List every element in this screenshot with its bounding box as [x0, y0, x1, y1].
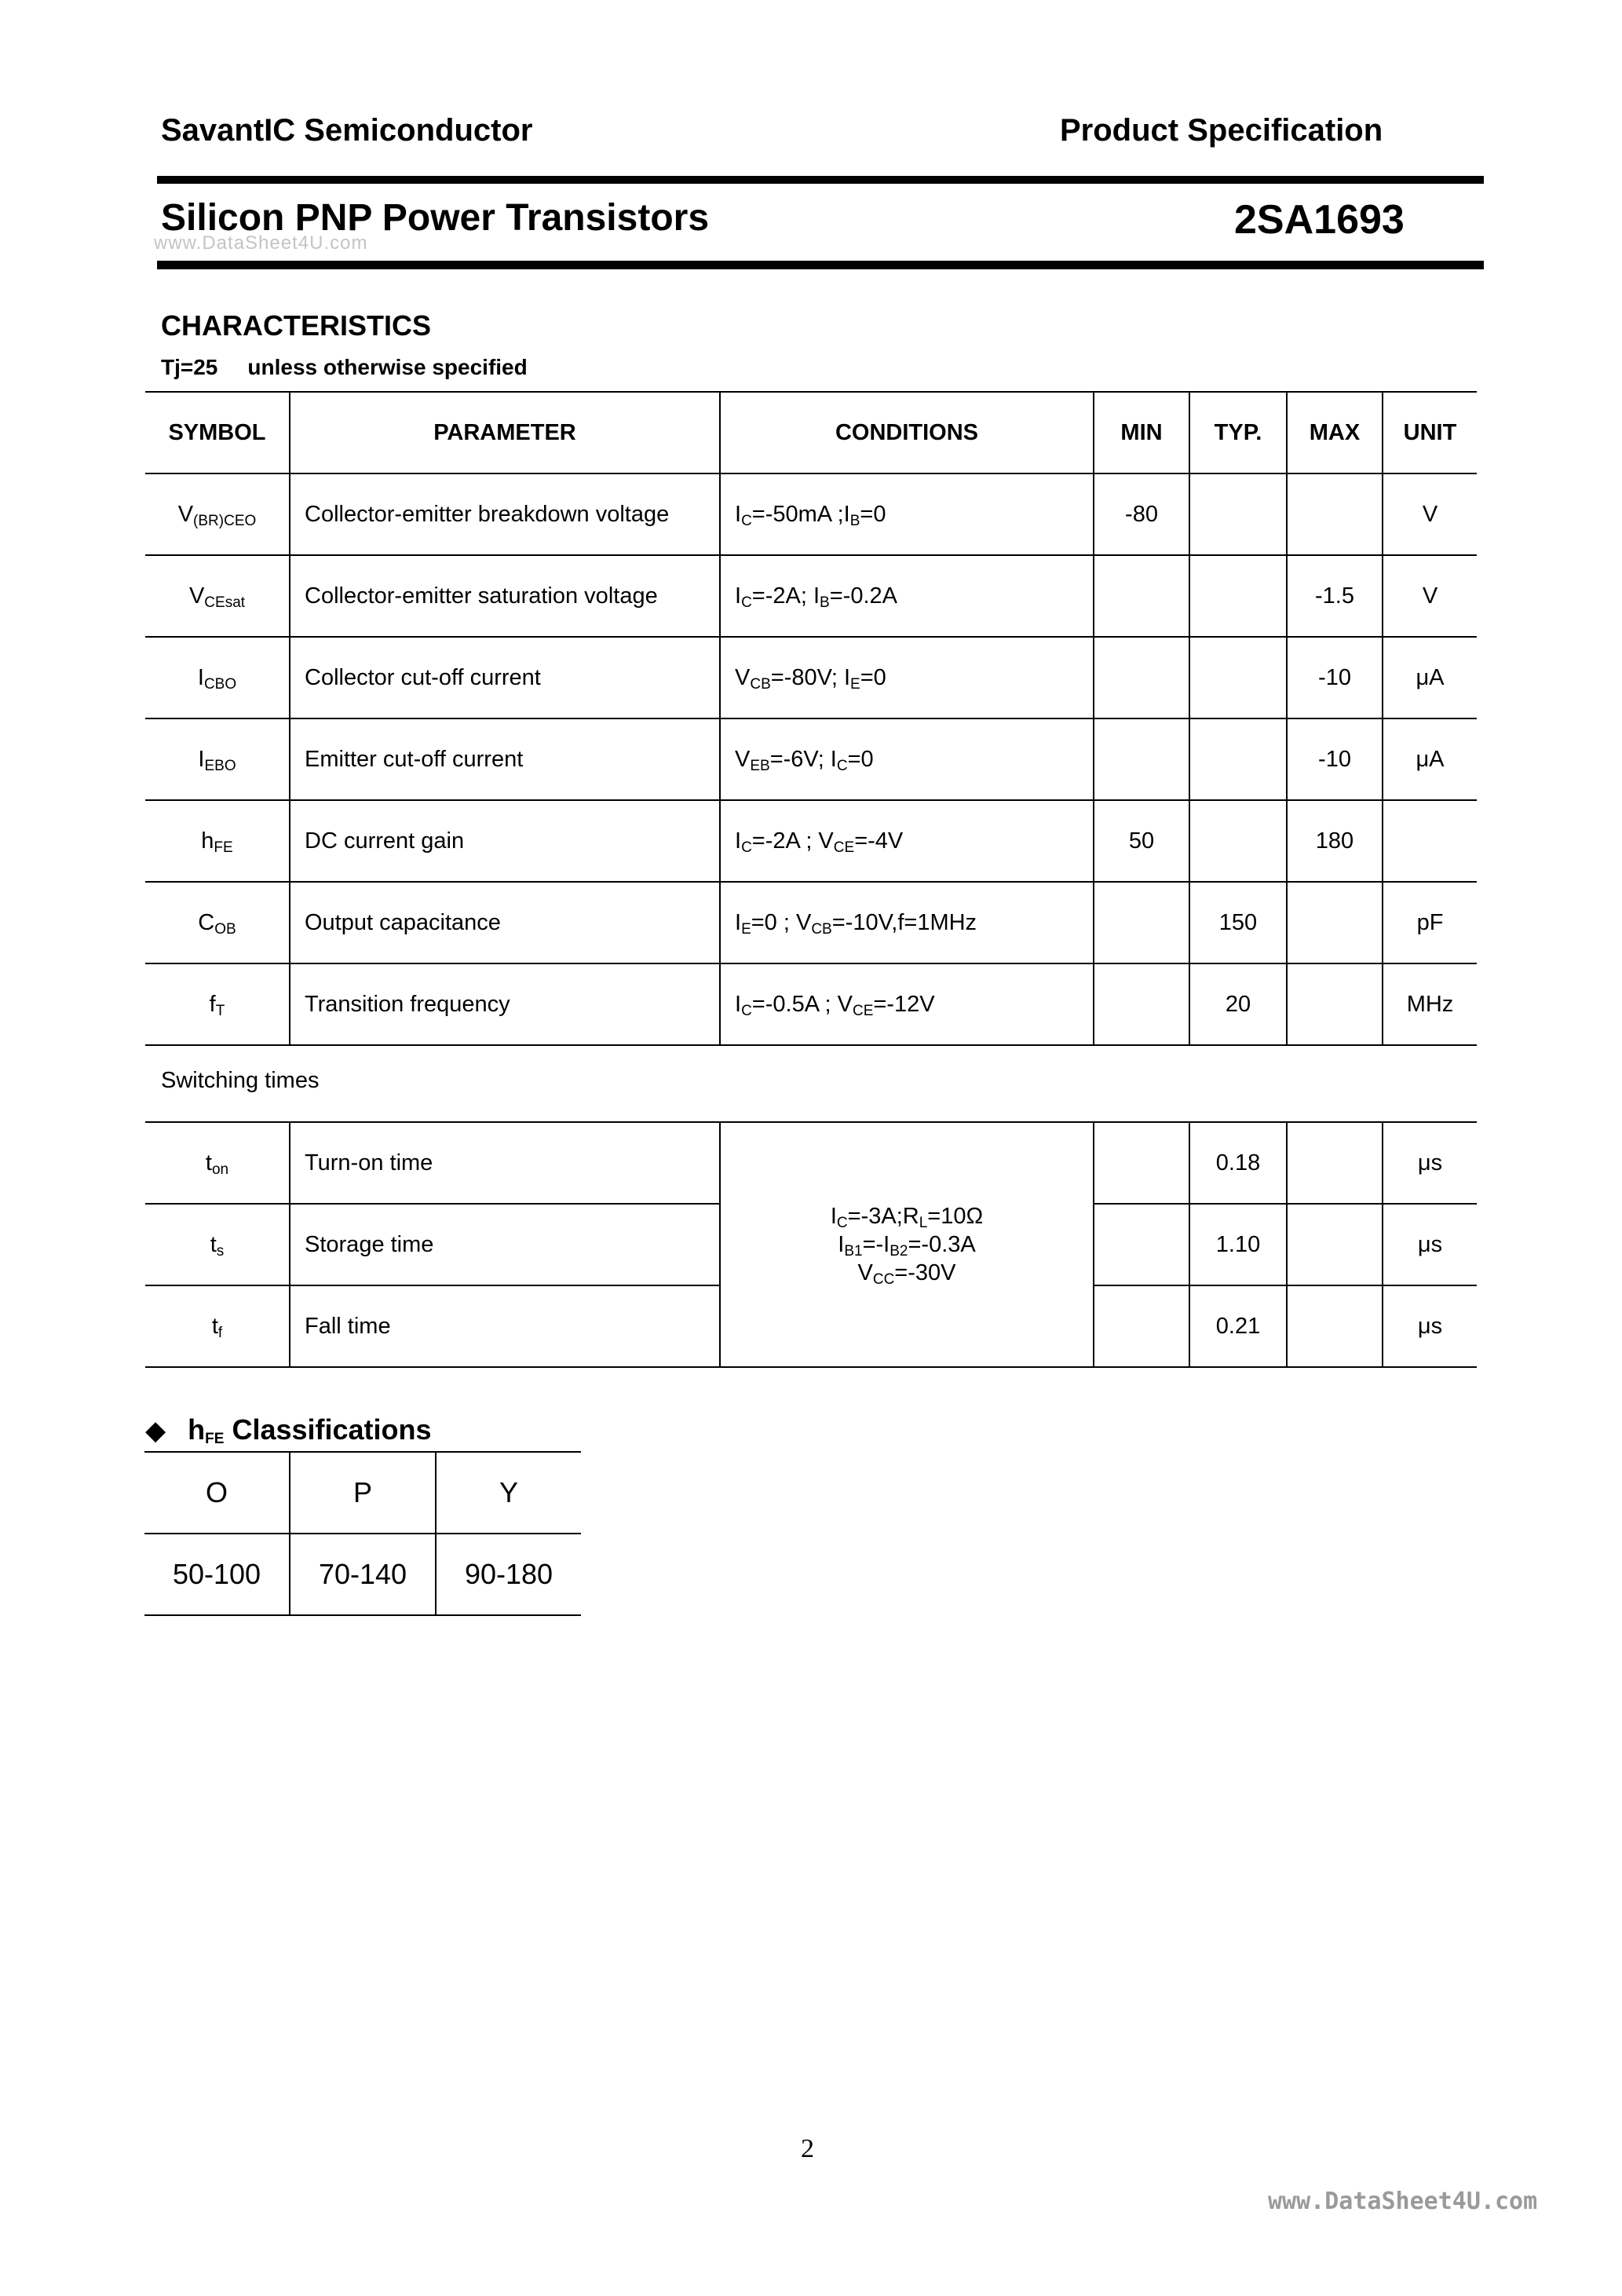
parameter-cell: Turn-on time: [290, 1122, 720, 1204]
conditions-cell: [720, 637, 1094, 718]
header-rule-bottom: [157, 261, 1484, 269]
condition-subscript: CE: [833, 839, 855, 856]
min-cell: [1094, 718, 1189, 800]
symbol-subscript: f: [217, 1324, 223, 1341]
symbol-cell: [145, 1122, 290, 1204]
footer-watermark: www.DataSheet4U.com: [1268, 2188, 1538, 2215]
symbol-subscript: s: [216, 1242, 225, 1260]
table-header-row: [145, 392, 1477, 473]
product-line: Silicon PNP Power Transistors: [161, 197, 710, 239]
condition-text: V: [735, 664, 751, 690]
hfe-range: 50-100: [144, 1534, 290, 1615]
condition-subscript: B: [820, 594, 830, 611]
table-row: [145, 882, 1477, 963]
characteristics-table: [145, 391, 1477, 1046]
max-cell: [1287, 882, 1383, 963]
hfe-grade: Y: [436, 1452, 581, 1534]
hfe-title-main: h: [188, 1413, 206, 1446]
condition-subscript: CB: [811, 920, 832, 938]
min-cell: [1094, 1285, 1189, 1367]
symbol-cell: [145, 718, 290, 800]
condition-text: V: [735, 746, 751, 772]
condition-text: =-2A ; V: [751, 828, 834, 854]
unit-cell: μs: [1383, 1285, 1477, 1367]
condition-subscript: C: [836, 757, 848, 774]
condition-subscript: C: [836, 1215, 848, 1231]
part-number: 2SA1693: [1234, 197, 1405, 243]
conditions-cell: [720, 718, 1094, 800]
unit-cell: [1383, 800, 1477, 882]
hfe-range-row: [144, 1534, 581, 1615]
condition-line: [721, 1259, 1093, 1287]
hfe-grade: P: [290, 1452, 436, 1534]
unit-cell: V: [1383, 555, 1477, 637]
symbol-main: C: [198, 909, 215, 935]
conditions-cell: [720, 473, 1094, 555]
symbol-cell: [145, 882, 290, 963]
company-name: SavantIC Semiconductor: [161, 113, 533, 148]
symbol-main: V: [188, 583, 205, 609]
symbol-cell: [145, 555, 290, 637]
typ-cell: [1189, 718, 1287, 800]
unit-cell: μs: [1383, 1204, 1477, 1285]
condition-subscript: C: [741, 512, 752, 529]
symbol-subscript: CEsat: [204, 594, 246, 611]
symbol-main: V: [177, 501, 194, 527]
condition-subscript: CE: [852, 1002, 874, 1019]
parameter-cell: DC current gain: [290, 800, 720, 882]
parameter-cell: Collector-emitter breakdown voltage: [290, 473, 720, 555]
condition-subscript: L: [919, 1215, 928, 1231]
switching-table: [145, 1121, 1477, 1368]
table-row: [145, 718, 1477, 800]
min-cell: [1094, 637, 1189, 718]
hfe-title-rest: Classifications: [224, 1413, 432, 1446]
parameter-cell: Storage time: [290, 1204, 720, 1285]
symbol-cell: [145, 1204, 290, 1285]
typ-cell: 1.10: [1189, 1204, 1287, 1285]
condition-text: =0: [860, 501, 886, 527]
condition-text: I: [735, 909, 742, 935]
col-header-parameter: PARAMETER: [290, 392, 720, 473]
unit-cell: μs: [1383, 1122, 1477, 1204]
typ-cell: 20: [1189, 963, 1287, 1045]
max-cell: [1287, 1285, 1383, 1367]
switching-times-label: Switching times: [161, 1068, 320, 1093]
condition-text: =-2A; I: [751, 583, 820, 609]
condition-text: =-12V: [873, 991, 935, 1017]
symbol-cell: [145, 473, 290, 555]
condition-subscript: C: [741, 839, 752, 856]
symbol-subscript: T: [215, 1002, 225, 1019]
condition-text: =-4V: [854, 828, 904, 854]
condition-text: =-80V; I: [770, 664, 851, 690]
hfe-range: 70-140: [290, 1534, 436, 1615]
condition-subscript: EB: [750, 757, 770, 774]
max-cell: 180: [1287, 800, 1383, 882]
unit-cell: μA: [1383, 637, 1477, 718]
hfe-title-sub: FE: [205, 1431, 225, 1447]
condition-text: =-3A;R: [847, 1204, 919, 1229]
col-header-symbol: SYMBOL: [145, 392, 290, 473]
condition-subscript: E: [741, 920, 751, 938]
hfe-classification-title: [145, 1413, 432, 1446]
col-header-conditions: CONDITIONS: [720, 392, 1094, 473]
condition-text: =-30V: [894, 1260, 956, 1285]
table-row: [145, 637, 1477, 718]
max-cell: -10: [1287, 718, 1383, 800]
condition-text: =-50mA ;I: [751, 501, 850, 527]
min-cell: -80: [1094, 473, 1189, 555]
condition-subscript: B: [849, 512, 860, 529]
symbol-main: t: [210, 1231, 217, 1257]
table-row: [145, 473, 1477, 555]
condition-subscript: CB: [750, 675, 771, 693]
page-number: 2: [801, 2134, 814, 2163]
table-row: [145, 1122, 1477, 1204]
symbol-main: t: [205, 1150, 212, 1175]
parameter-cell: Fall time: [290, 1285, 720, 1367]
condition-subscript: CC: [872, 1271, 895, 1288]
symbol-subscript: (BR)CEO: [193, 512, 257, 529]
min-cell: [1094, 963, 1189, 1045]
condition-subscript: C: [741, 1002, 752, 1019]
condition-text: =-0.2A: [829, 583, 897, 609]
parameter-cell: Collector cut-off current: [290, 637, 720, 718]
section-title: CHARACTERISTICS: [161, 309, 432, 342]
symbol-main: I: [197, 664, 204, 690]
unit-cell: V: [1383, 473, 1477, 555]
test-condition-note: [161, 355, 528, 380]
unit-cell: pF: [1383, 882, 1477, 963]
condition-subscript: E: [850, 675, 860, 693]
symbol-cell: [145, 800, 290, 882]
parameter-cell: Emitter cut-off current: [290, 718, 720, 800]
hfe-range: 90-180: [436, 1534, 581, 1615]
table-row: [145, 963, 1477, 1045]
condition-subscript: B1: [844, 1243, 863, 1260]
min-cell: 50: [1094, 800, 1189, 882]
symbol-cell: [145, 963, 290, 1045]
switching-conditions-cell: [720, 1122, 1094, 1367]
min-cell: [1094, 555, 1189, 637]
condition-text: I: [735, 991, 742, 1017]
temperature-note: Tj=25: [161, 355, 218, 379]
typ-cell: 0.18: [1189, 1122, 1287, 1204]
conditions-cell: [720, 882, 1094, 963]
symbol-main: f: [209, 991, 216, 1017]
parameter-cell: Transition frequency: [290, 963, 720, 1045]
conditions-cell: [720, 555, 1094, 637]
typ-cell: [1189, 800, 1287, 882]
spec-note: unless otherwise specified: [247, 355, 528, 379]
symbol-subscript: CBO: [203, 675, 237, 693]
condition-text: =-10V,f=1MHz: [831, 909, 977, 935]
symbol-cell: [145, 637, 290, 718]
typ-cell: [1189, 555, 1287, 637]
condition-text: I: [838, 1232, 845, 1257]
diamond-bullet-icon: ◆: [145, 1416, 166, 1446]
max-cell: -10: [1287, 637, 1383, 718]
unit-cell: μA: [1383, 718, 1477, 800]
condition-text: =0: [847, 746, 874, 772]
symbol-subscript: EBO: [204, 757, 236, 774]
max-cell: [1287, 963, 1383, 1045]
unit-cell: MHz: [1383, 963, 1477, 1045]
header-rule-top: [157, 176, 1484, 184]
document-type: Product Specification: [1060, 113, 1383, 148]
conditions-cell: [720, 963, 1094, 1045]
col-header-max: MAX: [1287, 392, 1383, 473]
symbol-subscript: OB: [214, 920, 236, 938]
max-cell: -1.5: [1287, 555, 1383, 637]
symbol-cell: [145, 1285, 290, 1367]
hfe-classification-table: [144, 1451, 581, 1616]
symbol-main: t: [211, 1313, 218, 1339]
symbol-main: I: [198, 746, 205, 772]
conditions-cell: [720, 800, 1094, 882]
symbol-subscript: on: [211, 1161, 229, 1178]
condition-line: [721, 1202, 1093, 1230]
header-watermark: www.DataSheet4U.com: [154, 232, 368, 254]
typ-cell: [1189, 637, 1287, 718]
max-cell: [1287, 1204, 1383, 1285]
col-header-unit: UNIT: [1383, 392, 1477, 473]
typ-cell: [1189, 473, 1287, 555]
col-header-typ: TYP.: [1189, 392, 1287, 473]
condition-text: =-6V; I: [769, 746, 837, 772]
symbol-subscript: FE: [214, 839, 233, 856]
min-cell: [1094, 882, 1189, 963]
parameter-cell: Output capacitance: [290, 882, 720, 963]
condition-text: =-0.3A: [908, 1232, 976, 1257]
typ-cell: 150: [1189, 882, 1287, 963]
condition-text: V: [857, 1260, 873, 1285]
condition-subscript: C: [741, 594, 752, 611]
table-row: [145, 555, 1477, 637]
condition-subscript: B2: [890, 1243, 908, 1260]
condition-text: I: [735, 501, 742, 527]
condition-line: [721, 1230, 1093, 1259]
typ-cell: 0.21: [1189, 1285, 1287, 1367]
condition-text: =0: [860, 664, 886, 690]
condition-text: I: [830, 1204, 837, 1229]
parameter-cell: Collector-emitter saturation voltage: [290, 555, 720, 637]
max-cell: [1287, 1122, 1383, 1204]
symbol-main: h: [201, 828, 214, 854]
condition-text: =10Ω: [927, 1204, 984, 1229]
table-row: [145, 800, 1477, 882]
hfe-grade: O: [144, 1452, 290, 1534]
min-cell: [1094, 1204, 1189, 1285]
condition-text: =-I: [862, 1232, 890, 1257]
condition-text: I: [735, 828, 742, 854]
hfe-grade-row: [144, 1452, 581, 1534]
col-header-min: MIN: [1094, 392, 1189, 473]
condition-text: =-0.5A ; V: [751, 991, 853, 1017]
condition-text: =0 ; V: [751, 909, 812, 935]
condition-text: I: [735, 583, 742, 609]
max-cell: [1287, 473, 1383, 555]
min-cell: [1094, 1122, 1189, 1204]
